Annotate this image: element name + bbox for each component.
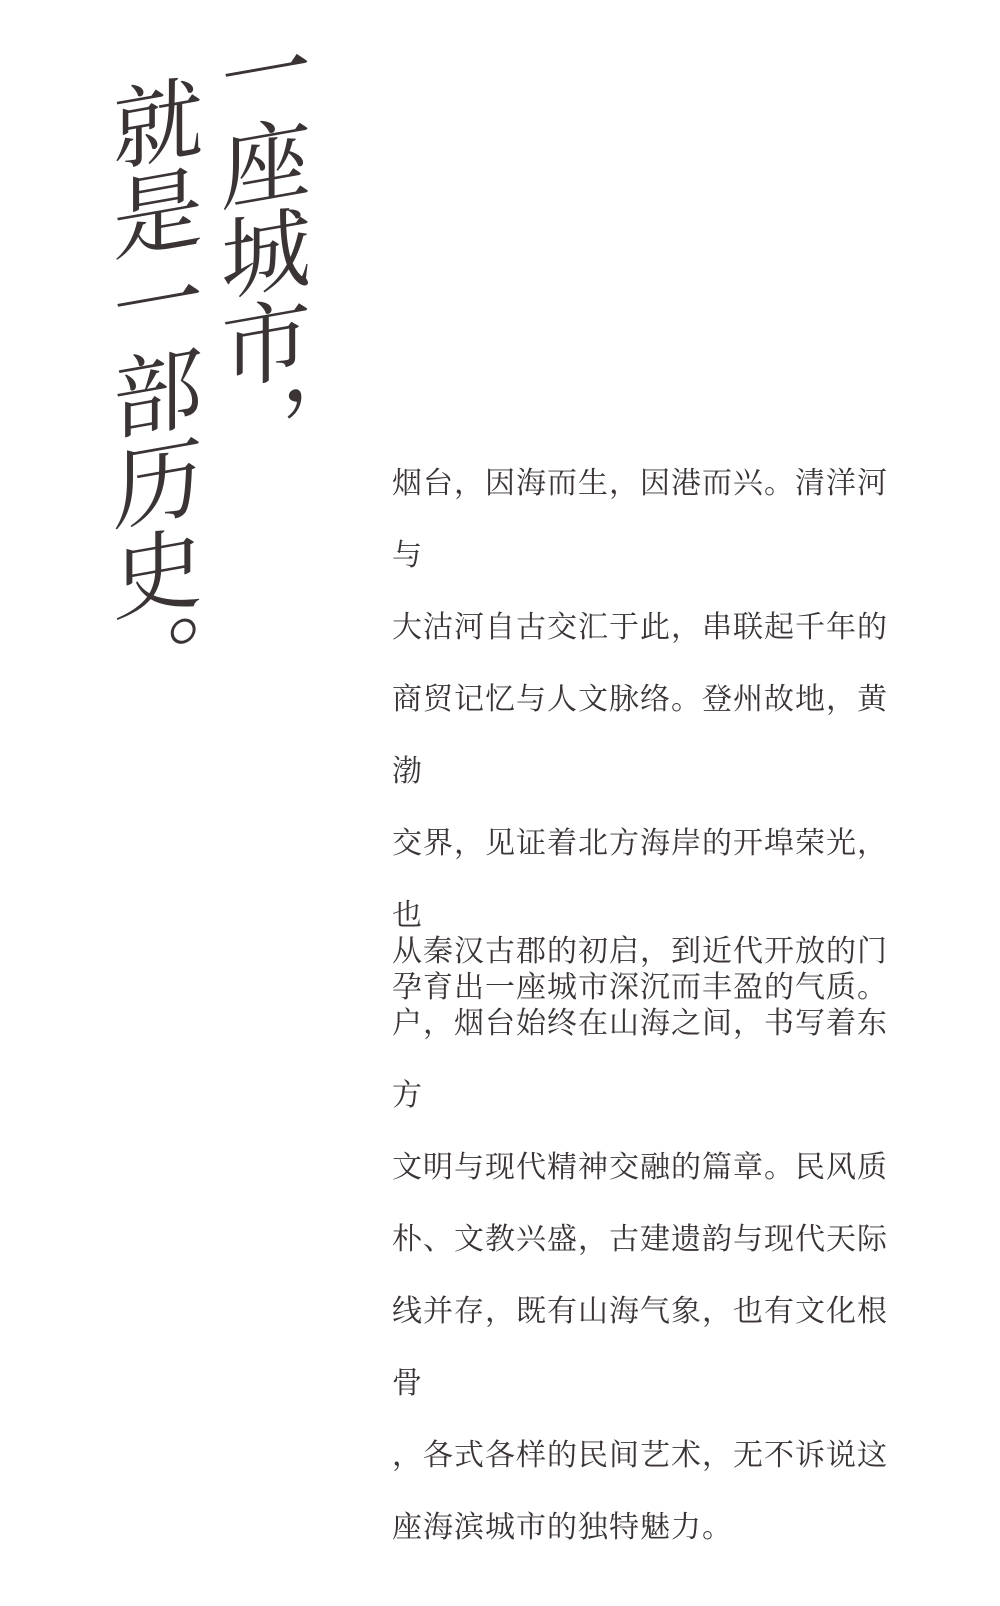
- paragraph-line: 户，烟台始终在山海之间，书写着东方: [392, 1006, 888, 1113]
- paragraph-line: 文明与现代精神交融的篇章。民风质: [392, 1150, 888, 1185]
- headline: [0, 0, 360, 718]
- paragraph-line: 孕育出一座城市深沉而丰盈的气质。: [392, 970, 888, 1005]
- paragraph-line: 交界，见证着北方海岸的开埠荣光，也: [392, 826, 888, 933]
- paragraph-2: [392, 916, 912, 1564]
- paragraph-line: 朴、文教兴盛，古建遗韵与现代天际: [392, 1222, 888, 1257]
- paragraph-line: 线并存，既有山海气象，也有文化根骨: [392, 1294, 888, 1401]
- paragraph-line: 商贸记忆与人文脉络。登州故地，黄渤: [392, 682, 888, 789]
- paragraph-line: 从秦汉古郡的初启，到近代开放的门: [392, 934, 888, 969]
- paragraph-line: 座海滨城市的独特魅力。: [392, 1510, 733, 1545]
- headline-line-1: 一座城市，: [205, 18, 310, 488]
- paragraph-line: ，各式各样的民间艺术，无不诉说这: [392, 1438, 888, 1473]
- headline-line-2: 就是一部历史。: [97, 68, 202, 718]
- paragraph-line: 大沽河自古交汇于此，串联起千年的: [392, 610, 888, 645]
- paragraph-line: 烟台，因海而生，因港而兴。清洋河与: [392, 466, 888, 573]
